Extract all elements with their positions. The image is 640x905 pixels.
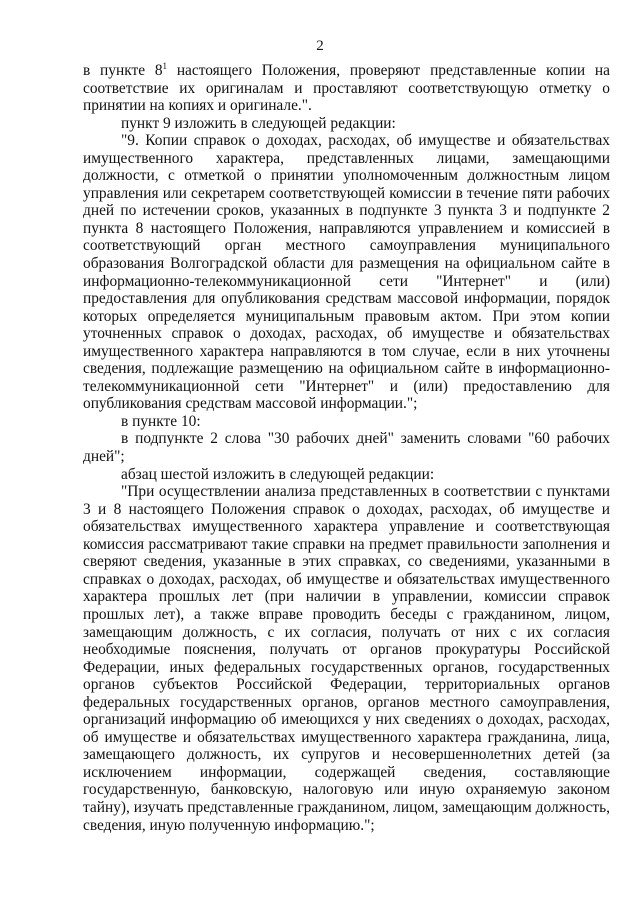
paragraph-amendment-point-8-tail — [83, 62, 610, 115]
paragraph-point-9-text: "9. Копии справок о доходах, расходах, об имуществе и обязательствах имущественного характера, представленных лицами, замещающими должности, с отметкой о принятии уполномоченным должностным лицом управления или секретарем соответствующей комиссии в течение пяти рабочих дней по истечении сроков, указанных в подпункте 3 пункта 3 и подпункте 2 пункта 8 настоящего Положения, направляются управлением и комиссией в соответствующий орган местного самоуправления муниципального образования Волгоградской области для размещения на официальном сайте в информационно-телекоммуникационной сети "Интернет" и (или) предоставления для опубликования средствам массовой информации, порядок которых определяется муниципальным правовым актом. При этом копии уточненных справок о доходах, расходах, об имуществе и обязательствах имущественного характера направляются в том случае, если в них уточнены сведения, подлежащие размещению на официальном сайте в информационно-телекоммуникационной сети "Интернет" и (или) предоставлению для опубликования средствам массовой информации."; — [83, 132, 610, 413]
paragraph-sixth-abzac-heading: абзац шестой изложить в следующей редакции: — [121, 465, 435, 483]
document-body — [83, 62, 610, 834]
paragraph-point-10-heading: в пункте 10: — [121, 412, 201, 430]
paragraph-text: в пункте 8 — [83, 62, 163, 79]
paragraph-subpoint-2-change: в подпункте 2 слова "30 рабочих дней" заменить словами "60 рабочих дней"; — [83, 430, 610, 466]
paragraph-text: настоящего Положения, проверяют представленные копии на соответствие их оригиналам и проставляют соответствующую отметку о принятии на копиях и оригинале.". — [83, 62, 610, 115]
page-number: 2 — [316, 38, 324, 54]
superscript-index: 1 — [162, 61, 168, 71]
paragraph-sixth-abzac-text: "При осуществлении анализа представленных в соответствии с пунктами 3 и 8 настоящего Положения справок о доходах, расходах, об имуществе и обязательствах имущественного характера управление и соответствующая комиссия рассматривают такие справки на предмет правильности заполнения и сверяют сведения, указанные в этих справках, со сведениями, указанными в справках о доходах, расходах, об имуществе и обязательствах имущественного характера прошлых лет (при наличии в управлении, комиссии справок прошлых лет), а также вправе проводить беседы с гражданином, лицом, замещающим должность, с их согласия, получать от них с их согласия необходимые пояснения, получать от органов прокуратуры Российской Федерации, иных федеральных государственных органов, государственных органов субъектов Российской Федерации, территориальных органов федеральных государственных органов, органов местного самоуправления, организаций информацию об имеющихся у них сведениях о доходах, расходах, об имуществе и обязательствах имущественного характера гражданина, лица, замещающего должность, их супругов и несовершеннолетних детей (за исключением информации, содержащей сведения, составляющие государственную, банковскую, налоговую или иную охраняемую законом тайну), изучать представленные гражданином, лицом, замещающим должность, сведения, иную полученную информацию."; — [83, 483, 610, 834]
paragraph-point-9-heading: пункт 9 изложить в следующей редакции: — [121, 114, 396, 132]
